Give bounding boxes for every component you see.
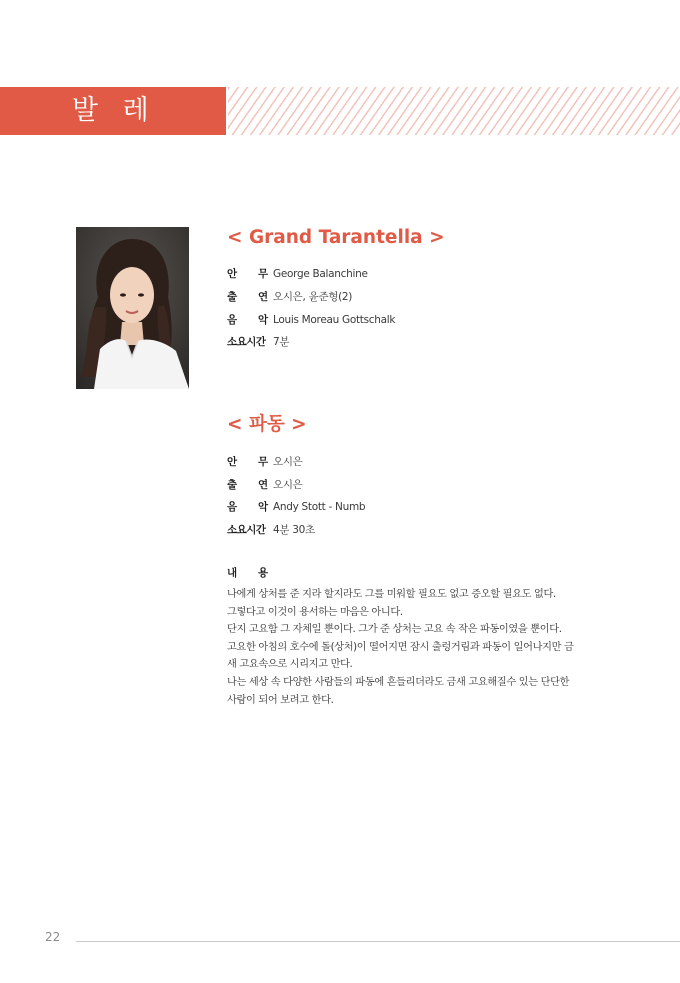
info-row-cast <box>227 289 527 305</box>
description-line: 단지 고요함 그 자체일 뿐이다. 그가 준 상처는 고요 속 작은 파동이였을 뿐이다. <box>227 624 562 636</box>
info-label-second: 무 <box>258 268 269 280</box>
info-value: 오시은, 윤준형(2) <box>273 291 353 303</box>
description-line: 고요한 아침의 호수에 돌(상처)이 떨어지면 잠시 출렁거림과 파동이 일어나지만 금 <box>227 641 574 653</box>
info-label-first: 출 <box>227 291 238 303</box>
footer-divider <box>76 941 680 942</box>
info-value: 오시은 <box>273 479 303 491</box>
program-section-padong <box>227 413 527 545</box>
program-section-grand-tarantella <box>227 226 527 358</box>
program-title: < 파동 > <box>227 414 307 435</box>
info-value: George Balanchine <box>273 268 368 280</box>
info-row-cast <box>227 477 527 493</box>
info-label-second: 악 <box>258 314 269 326</box>
description-label-first: 내 <box>227 567 238 579</box>
info-value: 오시은 <box>273 456 303 468</box>
info-value: Andy Stott - Numb <box>273 501 366 513</box>
info-value: Louis Moreau Gottschalk <box>273 314 396 326</box>
info-row-music <box>227 312 527 328</box>
info-label: 소요시간 <box>227 524 266 536</box>
info-value: 4분 30초 <box>273 524 315 536</box>
info-label-first: 안 <box>227 268 238 280</box>
description-line: 사람이 되어 보려고 한다. <box>227 694 334 706</box>
info-row-duration <box>227 334 527 350</box>
description-label <box>227 565 287 581</box>
page-title: 발 레 <box>72 95 157 126</box>
info-row-music <box>227 499 527 515</box>
info-value: 7분 <box>273 336 290 348</box>
info-row-choreography <box>227 266 527 282</box>
info-label: 소요시간 <box>227 336 266 348</box>
info-row-choreography <box>227 454 527 470</box>
info-label-first: 음 <box>227 501 238 513</box>
info-label-second: 연 <box>258 291 269 303</box>
portrait-image <box>76 227 189 389</box>
info-label-first: 출 <box>227 479 238 491</box>
description-line: 그렇다고 이것이 용서하는 마음은 아니다. <box>227 606 403 618</box>
description-line: 나는 세상 속 다양한 사람들의 파동에 흔들리더라도 금새 고요해질수 있는 단단한 <box>227 676 570 688</box>
program-title: < Grand Tarantella > <box>227 227 445 248</box>
info-label-second: 악 <box>258 501 269 513</box>
description-label-second: 용 <box>258 567 269 579</box>
info-row-duration <box>227 522 527 538</box>
page-number: 22 <box>45 930 61 944</box>
section-header-bar <box>0 87 226 135</box>
info-label-first: 안 <box>227 456 238 468</box>
info-label-second: 무 <box>258 456 269 468</box>
description-body <box>227 586 627 709</box>
description-line: 새 고요속으로 시리지고 만다. <box>227 659 353 671</box>
info-label-first: 음 <box>227 314 238 326</box>
info-label-second: 연 <box>258 479 269 491</box>
description-line: 나에게 상처를 준 지라 할지라도 그를 미워할 필요도 없고 증오할 필요도 없다. <box>227 589 556 600</box>
performer-photo <box>76 227 189 389</box>
header-stripe-pattern <box>228 87 680 135</box>
